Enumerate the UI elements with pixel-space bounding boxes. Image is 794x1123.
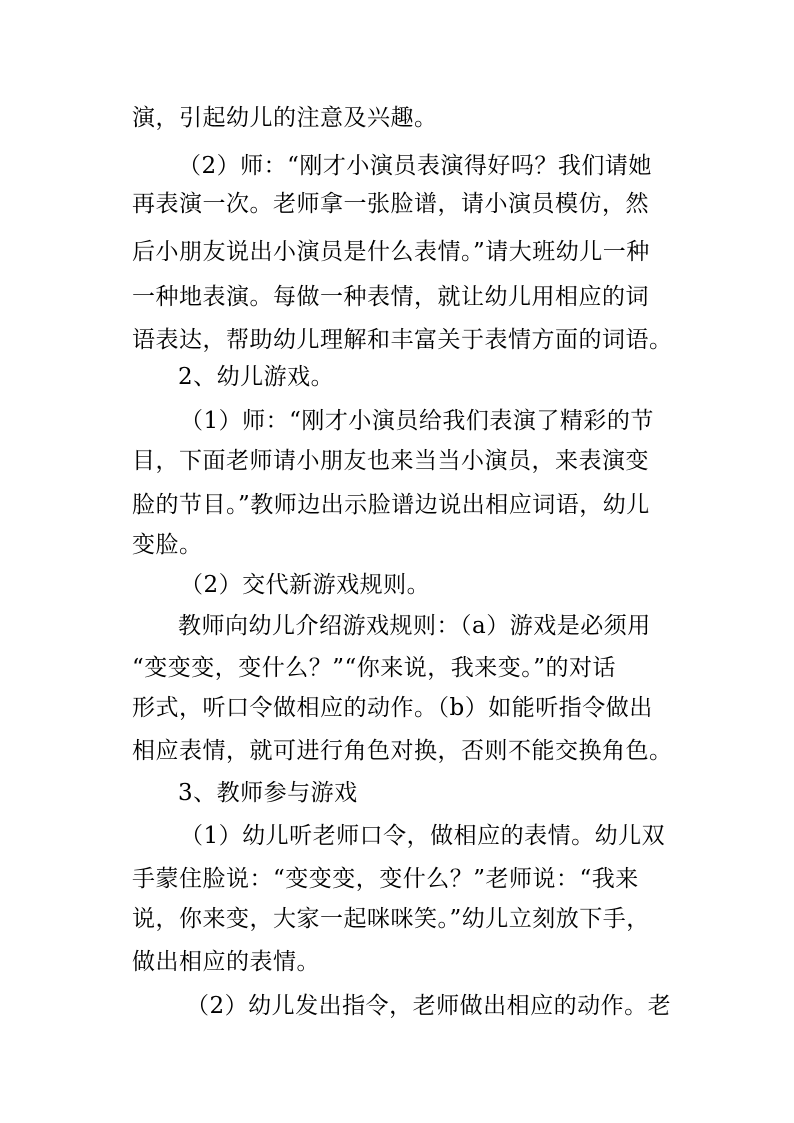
paragraph-line: 形式，听口令做相应的动作。（b）如能听指令做出 xyxy=(132,695,653,721)
paragraph-line: 说，你来变，大家一起咪咪笑。”幼儿立刻放下手， xyxy=(132,906,650,932)
paragraph-line: 相应表情，就可进行角色对换，否则不能交换角色。 xyxy=(132,738,673,764)
paragraph-line: 一种地表演。每做一种表情，就让幼儿用相应的词 xyxy=(132,284,649,310)
paragraph-line: 再表演一次。老师拿一张脸谱，请小演员模仿，然 xyxy=(132,191,649,217)
paragraph-line: 教师向幼儿介绍游戏规则：（a）游戏是必须用 xyxy=(178,613,651,639)
paragraph-line: 手蒙住脸说：“变变变，变什么？”老师说：“我来 xyxy=(132,866,639,892)
paragraph-line: （2）交代新游戏规则。 xyxy=(180,572,431,598)
paragraph-line: “变变变，变什么？”“你来说，我来变。”的对话 xyxy=(132,655,617,681)
section-heading: 3、教师参与游戏 xyxy=(178,780,358,806)
paragraph-line: 脸的节目。”教师边出示脸谱边说出相应词语，幼儿 xyxy=(132,492,650,518)
paragraph-line: （1）幼儿听老师口令，做相应的表情。幼儿双 xyxy=(180,823,666,849)
paragraph-line: （2）幼儿发出指令，老师做出相应的动作。老 xyxy=(186,993,672,1019)
section-heading: 2、幼儿游戏。 xyxy=(178,364,335,390)
paragraph-line: 变脸。 xyxy=(132,532,203,558)
paragraph-line: 做出相应的表情。 xyxy=(132,949,320,975)
paragraph-line: 后小朋友说出小演员是什么表情。”请大班幼儿一种 xyxy=(132,239,650,265)
paragraph-line: （1）师：“刚才小演员给我们表演了精彩的节 xyxy=(180,408,654,434)
paragraph-line: 目，下面老师请小朋友也来当当小演员，来表演变 xyxy=(132,448,649,474)
paragraph-line: （2）师：“刚才小演员表演得好吗？我们请她 xyxy=(178,153,652,179)
paragraph-line: 语表达，帮助幼儿理解和丰富关于表情方面的词语。 xyxy=(132,327,673,353)
paragraph-line: 演，引起幼儿的注意及兴趣。 xyxy=(132,105,438,131)
